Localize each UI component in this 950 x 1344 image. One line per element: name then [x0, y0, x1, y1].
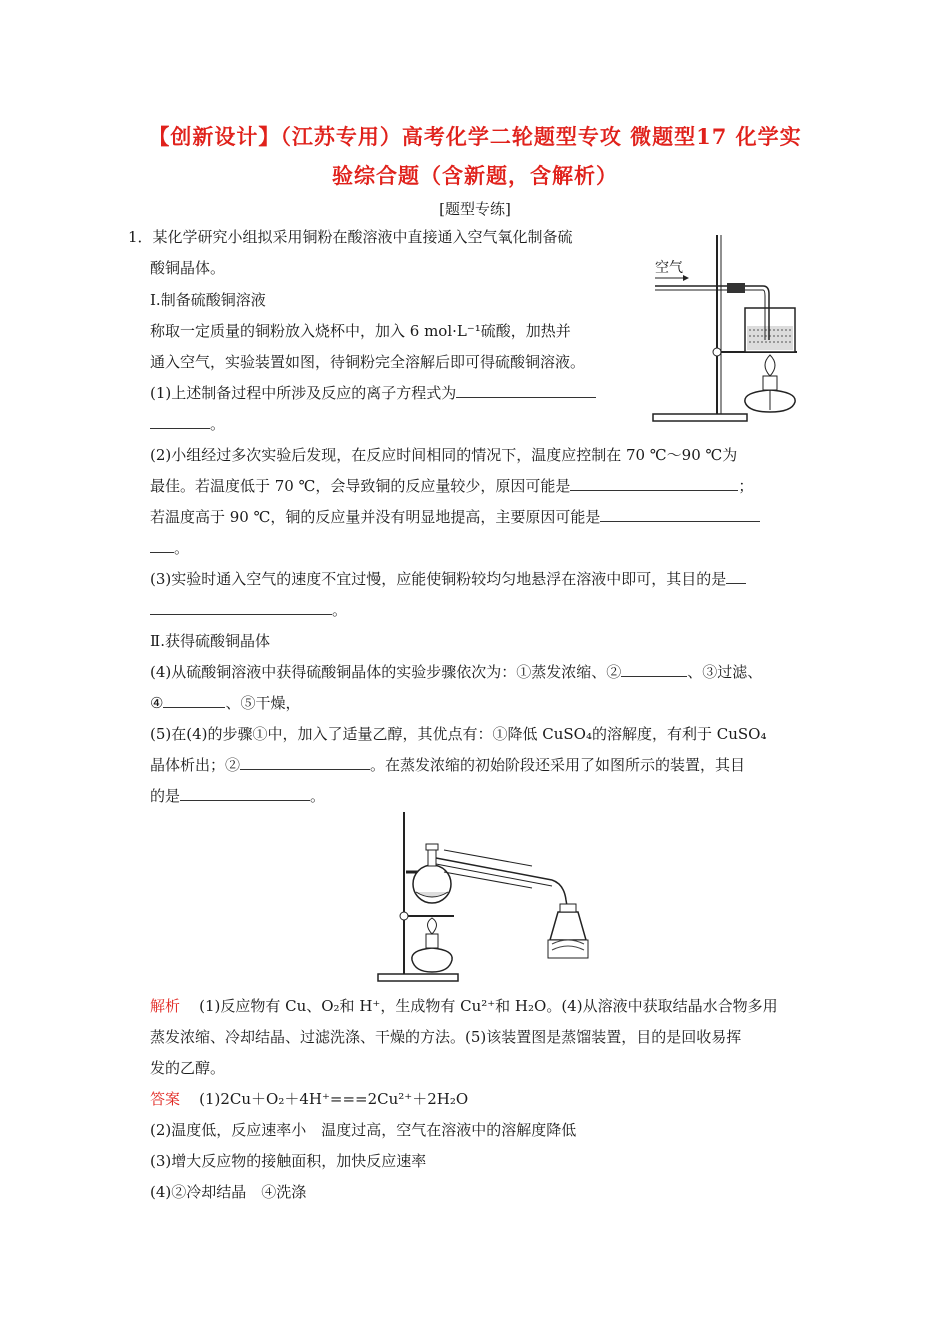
answer-label: 答案 [150, 1090, 181, 1108]
q2-end: 。 [174, 539, 190, 557]
q4-text-c: ④ [150, 694, 164, 712]
q3-end: 。 [332, 601, 348, 619]
q5-blank-2[interactable] [240, 755, 370, 770]
q5-text-d: 。 [310, 787, 326, 805]
q4-line1 [150, 662, 762, 682]
q3-blank[interactable] [726, 569, 746, 584]
apparatus-figure-2 [372, 810, 597, 985]
q5-text-c: 的是 [150, 787, 181, 805]
answer-line1 [150, 1089, 468, 1109]
q1-line2 [150, 414, 225, 434]
part1-para-line2: 通入空气，实验装置如图，待铜粉完全溶解后即可得硫酸铜溶液。 [150, 353, 586, 371]
q1-line [150, 383, 596, 403]
q2-text-b: ； [738, 477, 754, 495]
air-label: 空气 [655, 259, 683, 275]
q5-line3 [150, 786, 325, 806]
question-intro-line1: 1．某化学研究小组拟采用铜粉在酸溶液中直接通入空气氧化制备硫 [128, 228, 573, 246]
q4-blank-4[interactable] [163, 693, 225, 708]
q5-text-a: 晶体析出；② [150, 756, 241, 774]
q5-line1: (5)在(4)的步骤①中，加入了适量乙醇，其优点有：①降低 CuSO₄的溶解度，有利于 CuSO₄ [150, 725, 767, 743]
q2-line1: (2)小组经过多次实验后发现，在反应时间相同的情况下，温度应控制在 70 ℃～90 ℃为 [150, 446, 738, 464]
doc-title-line2: 验综合题（含新题，含解析） [332, 163, 618, 188]
q3-line2 [150, 600, 347, 620]
q1-text: (1)上述制备过程中所涉及反应的离子方程式为 [150, 384, 457, 402]
analysis-line1 [150, 996, 778, 1016]
q1-end: 。 [210, 415, 226, 433]
q5-line2 [150, 755, 745, 775]
q1-blank-cont[interactable] [150, 414, 210, 429]
q2-line2 [150, 476, 753, 496]
analysis-text-1: (1)反应物有 Cu、O₂和 H⁺，生成物有 Cu²⁺和 H₂O。(4)从溶液中获取结晶水合物多用 [199, 997, 778, 1015]
q5-blank-purpose[interactable] [180, 786, 310, 801]
q3-text: (3)实验时通入空气的速度不宜过慢，应能使铜粉较均匀地悬浮在溶液中即可，其目的是 [150, 570, 727, 588]
q4-line2 [150, 693, 300, 713]
part2-heading: Ⅱ.获得硫酸铜晶体 [150, 632, 270, 650]
q4-blank-2[interactable] [621, 662, 687, 677]
part1-para-line1: 称取一定质量的铜粉放入烧杯中，加入 6 mol·L⁻¹硫酸，加热并 [150, 322, 571, 340]
q2-line3 [150, 507, 760, 527]
analysis-line2: 蒸发浓缩、冷却结晶、过滤洗涤、干燥的方法。(5)该装置图是蒸馏装置，目的是回收易挥 [150, 1028, 742, 1046]
answer-3: (3)增大反应物的接触面积，加快反应速率 [150, 1152, 427, 1170]
q4-text-b: 、③过滤、 [687, 663, 763, 681]
analysis-line3: 发的乙醇。 [150, 1059, 226, 1077]
part1-heading: Ⅰ.制备硫酸铜溶液 [150, 291, 266, 309]
q5-text-b: 。在蒸发浓缩的初始阶段还采用了如图所示的装置，其目 [370, 756, 746, 774]
q2-line4 [150, 538, 189, 558]
q4-text-a: (4)从硫酸铜溶液中获得硫酸铜晶体的实验步骤依次为：①蒸发浓缩、② [150, 663, 622, 681]
q3-line1 [150, 569, 746, 589]
q3-blank-cont[interactable] [150, 600, 332, 615]
q2-text-a: 最佳。若温度低于 70 ℃，会导致铜的反应量较少，原因可能是 [150, 477, 571, 495]
answer-2: (2)温度低，反应速率小 温度过高，空气在溶液中的溶解度降低 [150, 1121, 577, 1139]
q1-blank[interactable] [456, 383, 596, 398]
q2-text-c: 若温度高于 90 ℃，铜的反应量并没有明显地提高，主要原因可能是 [150, 508, 601, 526]
q2-blank-cont[interactable] [150, 538, 174, 553]
q2-blank-high[interactable] [600, 507, 760, 522]
section-subtitle: [题型专练] [439, 200, 511, 218]
q4-text-d: 、⑤干燥， [225, 694, 301, 712]
q2-blank-low[interactable] [570, 476, 738, 491]
apparatus-figure-1 [645, 230, 825, 425]
analysis-label: 解析 [150, 997, 181, 1015]
doc-title-line1: 【创新设计】（江苏专用）高考化学二轮题型专攻 微题型17 化学实 [148, 124, 802, 149]
question-intro-line2: 酸铜晶体。 [150, 259, 226, 277]
answer-4: (4)②冷却结晶 ④洗涤 [150, 1183, 307, 1201]
answer-1: (1)2Cu＋O₂＋4H⁺===2Cu²⁺＋2H₂O [199, 1090, 469, 1108]
